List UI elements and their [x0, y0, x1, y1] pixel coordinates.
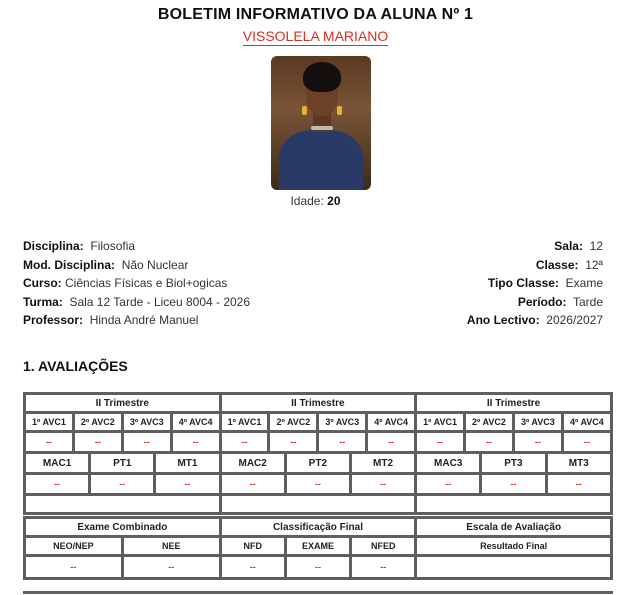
details-left: [23, 237, 250, 330]
summary-header: MAC1: [26, 454, 88, 472]
photo-earring-right: [337, 106, 342, 115]
detail-value: 12ª: [585, 257, 603, 272]
avc-header: 1º AVC1: [26, 414, 72, 430]
class-col-exame: EXAME: [287, 538, 349, 554]
avc-value: --: [222, 433, 268, 451]
summary-header: MT2: [352, 454, 414, 472]
section-title: 1. AVALIAÇÕES: [23, 358, 128, 374]
summary-header: MT1: [156, 454, 218, 472]
avc-value: --: [124, 433, 170, 451]
student-photo: [271, 56, 371, 190]
summary-value: --: [222, 475, 284, 493]
trimester-header: II Trimestre: [222, 395, 415, 411]
avc-value: --: [368, 433, 414, 451]
detail-label: Professor:: [23, 313, 84, 328]
class-value-nfd: --: [222, 557, 284, 577]
detail-ano-lectivo: [467, 311, 603, 330]
class-col-nfed: NFED: [352, 538, 414, 554]
detail-tipo-classe: [467, 274, 603, 293]
age-label: Idade:: [290, 194, 324, 208]
detail-professor: [23, 311, 250, 330]
evaluation-scale-header: Escala de Avaliação: [417, 519, 610, 535]
summary-value: --: [91, 475, 153, 493]
detail-label: Classe:: [535, 257, 579, 272]
trimester-spacer: [26, 496, 219, 512]
avc-value: --: [270, 433, 316, 451]
detail-curso: [23, 274, 250, 293]
scale-col-final-result: Resultado Final: [417, 538, 610, 554]
avc-value: --: [319, 433, 365, 451]
avc-header: 3º AVC3: [515, 414, 561, 430]
photo-earring-left: [302, 106, 307, 115]
summary-value: --: [352, 475, 414, 493]
photo-hair: [303, 62, 341, 92]
detail-classe: [467, 256, 603, 275]
student-name-wrapper: [0, 28, 631, 46]
avc-value: --: [466, 433, 512, 451]
exam-col-neo-nep: NEO/NEP: [26, 538, 121, 554]
detail-turma: [23, 293, 250, 312]
detail-label: Sala:: [554, 239, 583, 253]
detail-value: Sala 12 Tarde - Liceu 8004 - 2026: [69, 294, 251, 309]
detail-label: Curso:: [23, 276, 62, 291]
detail-label: Disciplina:: [23, 239, 84, 253]
avc-header: 1º AVC1: [222, 414, 268, 430]
summary-value: --: [482, 475, 544, 493]
detail-value: Filosofia: [90, 239, 136, 253]
summary-header: MAC2: [222, 454, 284, 472]
detail-value: Exame: [565, 276, 603, 291]
avc-header: 4º AVC4: [368, 414, 414, 430]
avc-header: 1º AVC1: [417, 414, 463, 430]
evaluations-table: [23, 392, 613, 515]
summary-value: --: [156, 475, 218, 493]
summary-header: MT3: [548, 454, 611, 472]
avc-header: 2º AVC2: [270, 414, 316, 430]
detail-label: Tipo Classe:: [487, 276, 559, 291]
avc-value: --: [564, 433, 610, 451]
class-col-nfd: NFD: [222, 538, 284, 554]
avc-header: 4º AVC4: [564, 414, 610, 430]
summary-header: PT2: [287, 454, 349, 472]
exam-combined-header: Exame Combinado: [26, 519, 219, 535]
detail-sala: [467, 237, 603, 256]
avc-header: 4º AVC4: [173, 414, 219, 430]
detail-value: Ciências Físicas e Biol+ogicas: [65, 276, 228, 291]
detail-disciplina: [23, 237, 250, 256]
report-title: BOLETIM INFORMATIVO DA ALUNA Nº 1: [157, 6, 474, 23]
avc-value: --: [515, 433, 561, 451]
final-results-table: [23, 516, 613, 580]
detail-label: Turma:: [23, 294, 63, 309]
summary-value: --: [287, 475, 349, 493]
trimester-spacer: [417, 496, 610, 512]
detail-periodo: [467, 293, 603, 312]
age-row: [0, 194, 631, 208]
summary-header: PT3: [482, 454, 544, 472]
detail-label: Período:: [517, 294, 567, 309]
class-value-exame: --: [287, 557, 349, 577]
detail-value: 2026/2027: [546, 313, 603, 328]
bottom-border: [23, 591, 613, 594]
details-right: [467, 237, 603, 330]
exam-col-nee: NEE: [124, 538, 219, 554]
age-value: 20: [327, 194, 341, 208]
avc-value: --: [173, 433, 219, 451]
detail-value: Não Nuclear: [121, 257, 189, 272]
summary-header: PT1: [91, 454, 153, 472]
class-value-nfed: --: [352, 557, 414, 577]
exam-value-nee: --: [124, 557, 219, 577]
trimester-spacer: [222, 496, 415, 512]
student-name: VISSOLELA MARIANO: [242, 28, 389, 44]
avc-value: --: [26, 433, 72, 451]
detail-value: Hinda André Manuel: [89, 313, 199, 328]
exam-value-neo-nep: --: [26, 557, 121, 577]
avc-header: 2º AVC2: [466, 414, 512, 430]
summary-value: --: [417, 475, 479, 493]
trimester-header: II Trimestre: [417, 395, 610, 411]
detail-value: Tarde: [572, 294, 603, 309]
detail-mod-disciplina: [23, 256, 250, 275]
avc-value: --: [417, 433, 463, 451]
avc-value: --: [75, 433, 121, 451]
summary-value: --: [548, 475, 611, 493]
summary-header: MAC3: [417, 454, 479, 472]
final-classification-header: Classificação Final: [222, 519, 415, 535]
avc-header: 2º AVC2: [75, 414, 121, 430]
summary-value: --: [26, 475, 88, 493]
trimester-header: II Trimestre: [26, 395, 219, 411]
scale-value-final-result: [417, 557, 610, 577]
avc-header: 3º AVC3: [319, 414, 365, 430]
detail-value: 12: [589, 239, 603, 253]
photo-choker: [311, 126, 333, 130]
detail-label: Ano Lectivo:: [466, 313, 540, 328]
photo-shirt: [279, 130, 363, 190]
detail-label: Mod. Disciplina:: [23, 257, 116, 272]
avc-header: 3º AVC3: [124, 414, 170, 430]
